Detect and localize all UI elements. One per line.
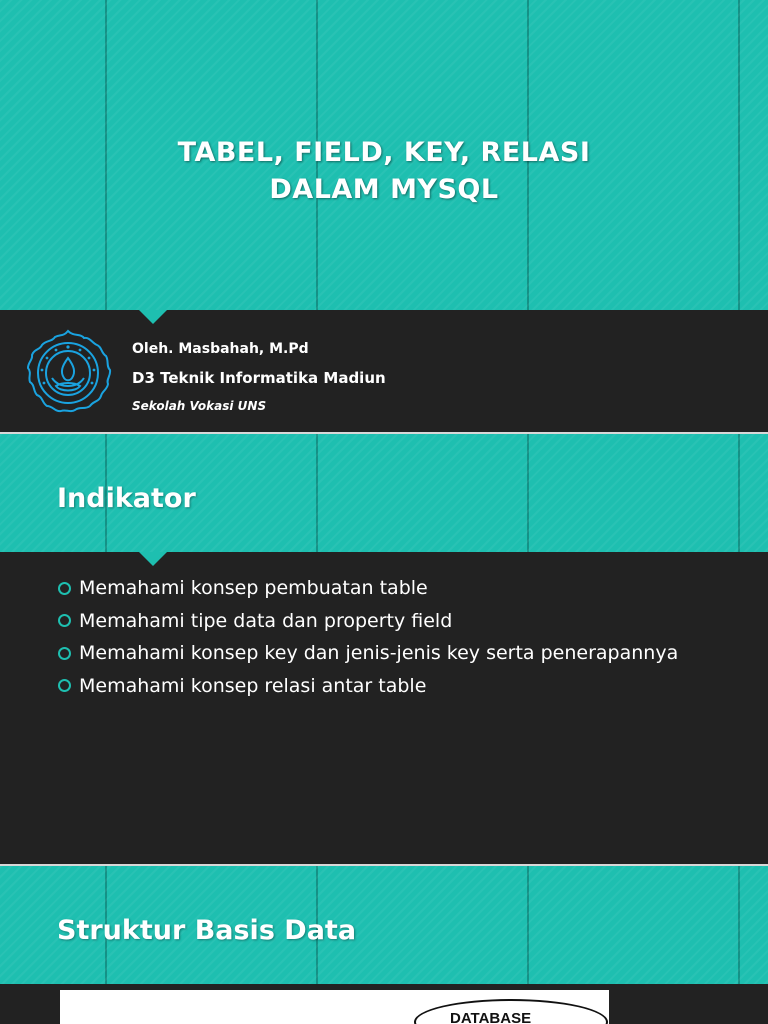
database-structure-figure <box>60 990 609 1024</box>
list-item-text: Memahami konsep relasi antar table <box>79 674 427 697</box>
circle-bullet-icon <box>58 679 71 692</box>
indikator-heading: Indikator <box>57 483 196 514</box>
struktur-heading: Struktur Basis Data <box>57 915 357 946</box>
circle-bullet-icon <box>58 614 71 627</box>
list-item-text: Memahami konsep pembuatan table <box>79 577 428 600</box>
school-name: Sekolah Vokasi UNS <box>132 399 267 413</box>
database-label: DATABASE <box>450 1010 532 1024</box>
list-item <box>58 637 678 670</box>
list-item <box>58 670 678 703</box>
list-item <box>58 605 678 638</box>
circle-bullet-icon <box>58 582 71 595</box>
list-item-text: Memahami tipe data dan property field <box>79 609 453 632</box>
slide-title-line-2: DALAM MYSQL <box>269 174 499 205</box>
author-name: Oleh. Masbahah, M.Pd <box>132 341 309 357</box>
slide-title <box>0 134 768 208</box>
university-seal-icon <box>22 328 114 420</box>
circle-bullet-icon <box>58 647 71 660</box>
banner-notch <box>139 310 167 324</box>
slide-title-line-1: TABEL, FIELD, KEY, RELASI <box>177 137 591 168</box>
list-item-text: Memahami konsep key dan jenis-jenis key serta penerapannya <box>79 642 679 665</box>
program-name: D3 Teknik Informatika Madiun <box>132 369 386 387</box>
indikator-list <box>58 572 678 702</box>
banner-notch <box>139 552 167 566</box>
list-item <box>58 572 678 605</box>
